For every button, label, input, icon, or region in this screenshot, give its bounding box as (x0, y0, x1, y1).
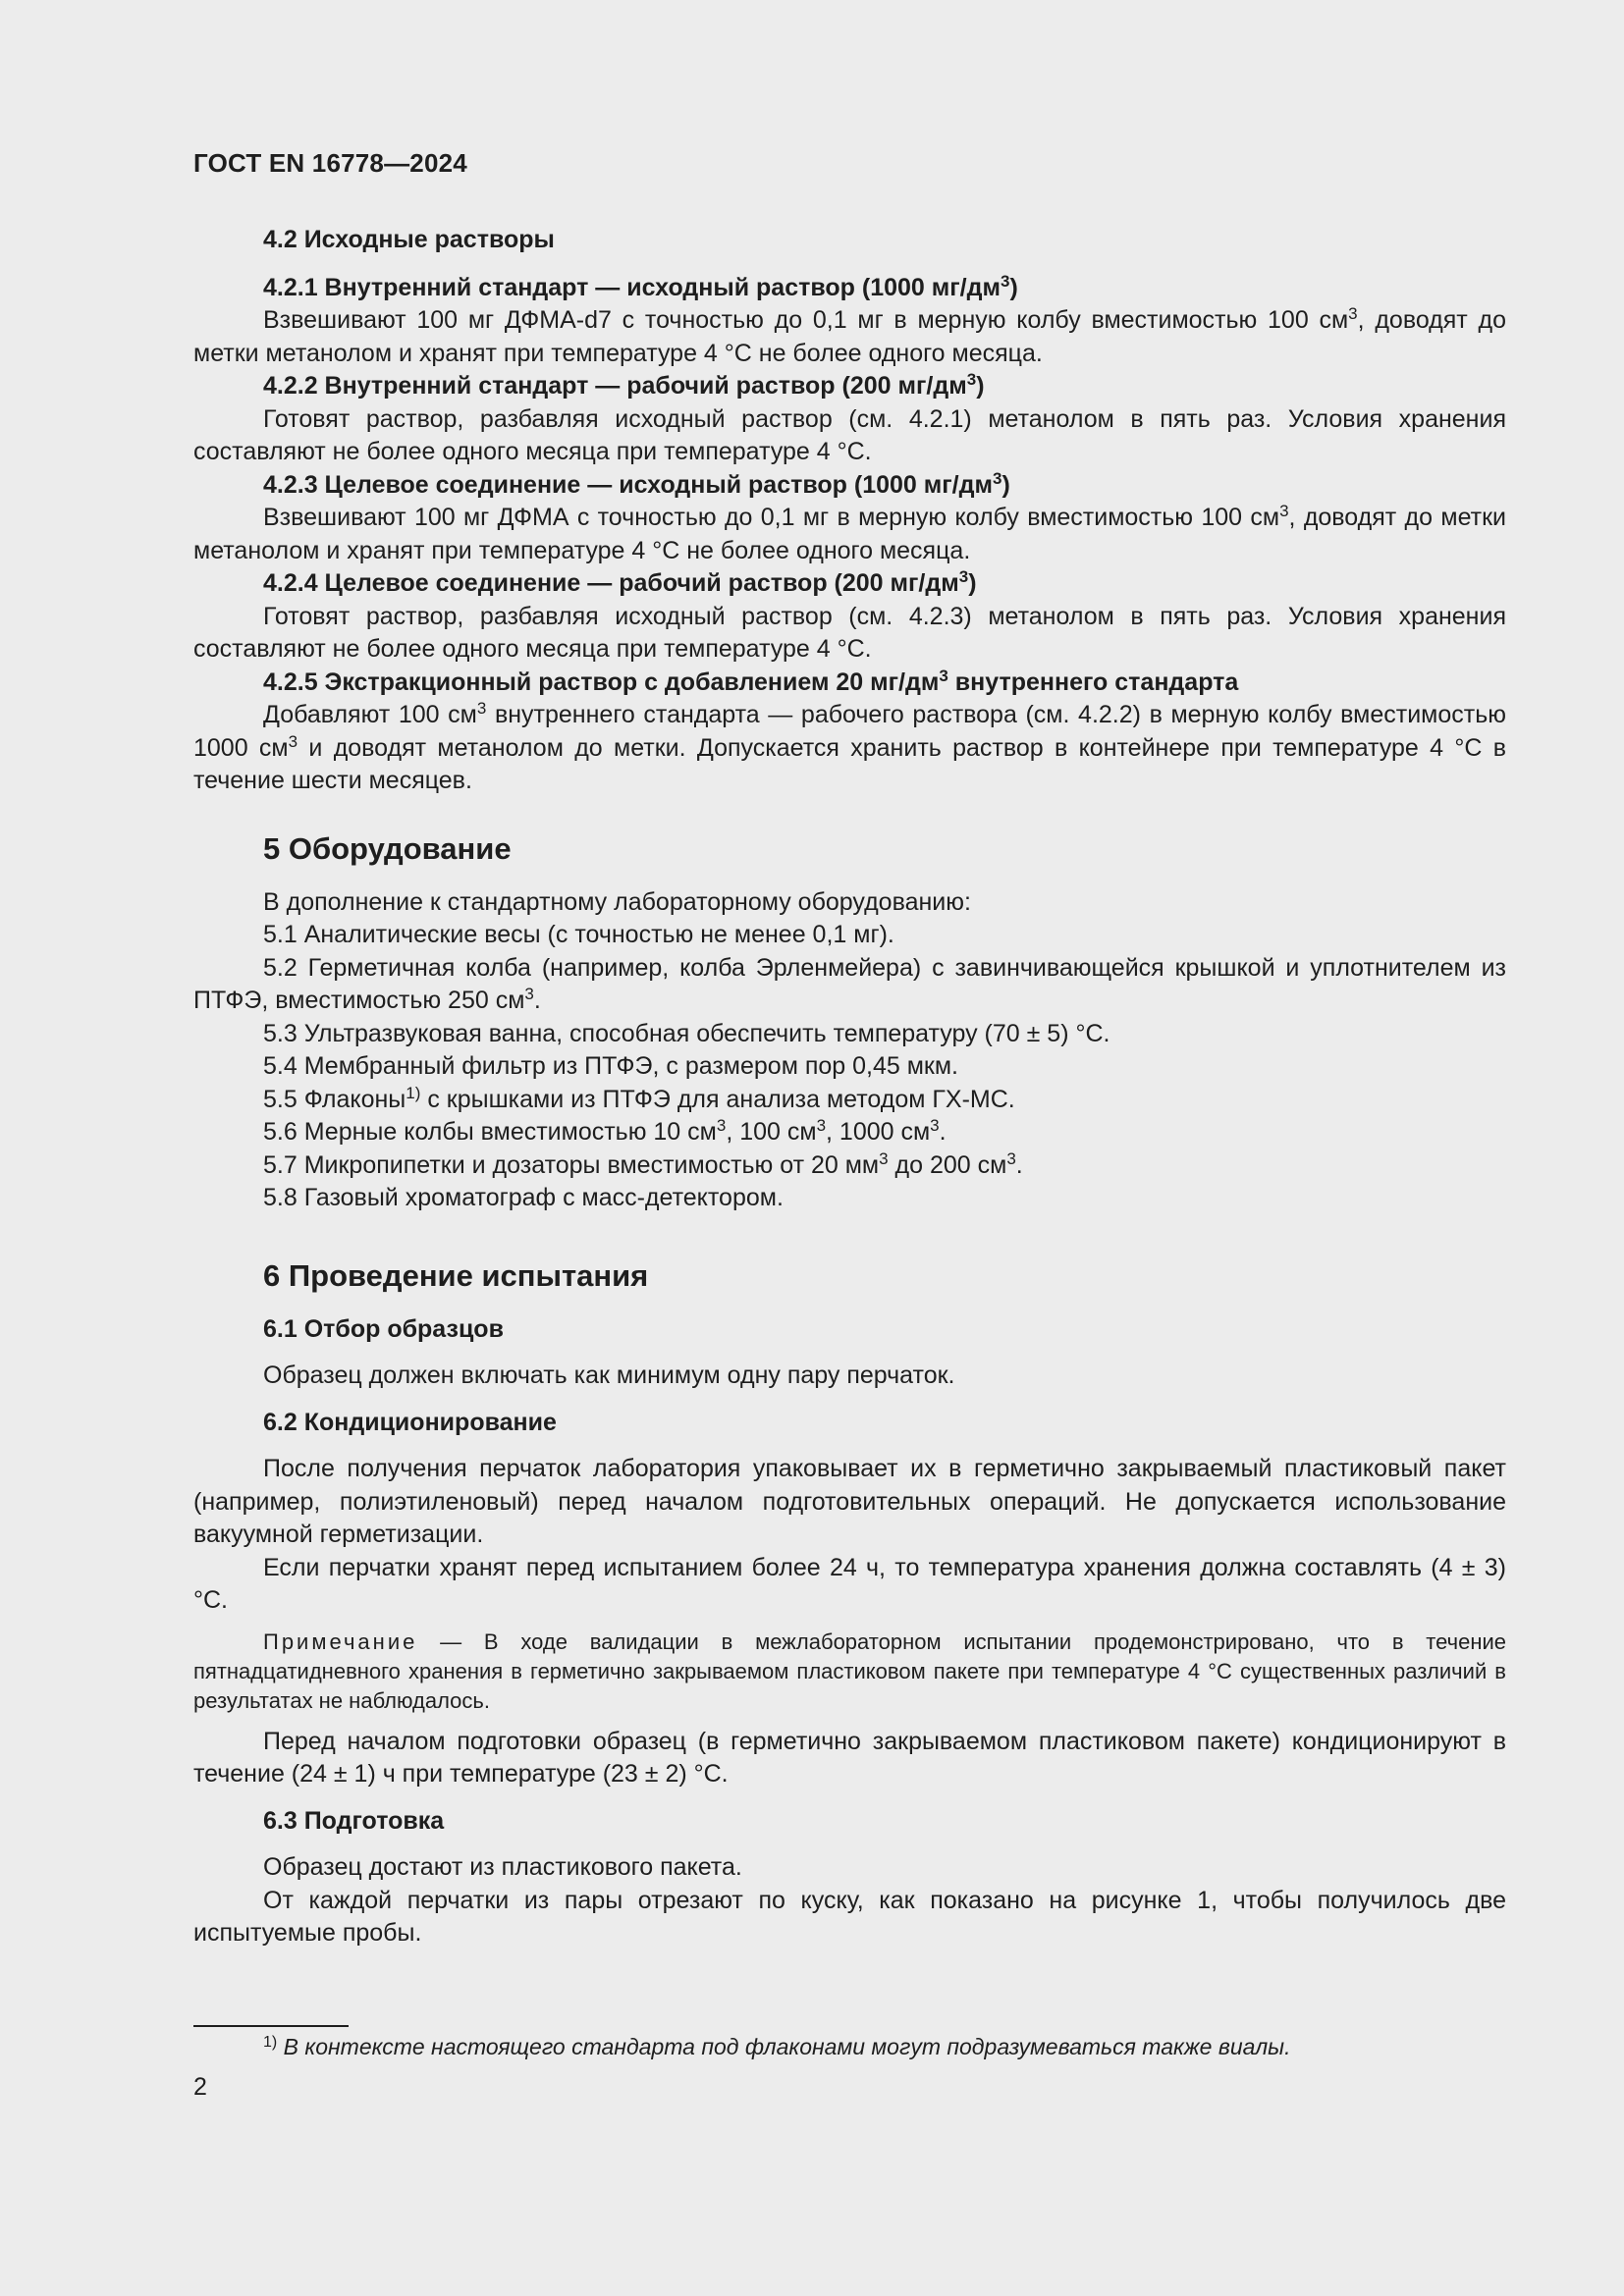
section-4-2-4-title: 4.2.4 Целевое соединение — рабочий раствор (200 $мг/дм^3$) (263, 567, 977, 597)
section-6-3-title: 6.3 Подготовка (263, 1806, 445, 1835)
section-6-2-para: Перед началом подготовки образец (в герметично закрываемом пластиковом пакете) кондиционируют в течение (24 ± 1) ч при температуре (23 ± 2) °С. (193, 1727, 1506, 1788)
equipment-list (193, 886, 1506, 1215)
section-6-2-title: 6.2 Кондиционирование (263, 1408, 557, 1436)
document-body (193, 224, 1506, 1950)
page-number: 2 (193, 2073, 207, 2101)
section-4-2-5-title: 4.2.5 Экстракционный раствор с добавлением 20 $мг/дм^3$ внутреннего стандарта (263, 666, 1239, 696)
note-text: — В ходе валидации в межлабораторном испытании продемонстрировано, что в течение пятнадцатидневного хранения в герметично закрываемом пластиковом пакете при температуре 4 °С существенных различий в результатах не наблюдалось. (193, 1629, 1506, 1713)
footnote (263, 2031, 1290, 2062)
equipment-item: 5.7 Микропипетки и дозаторы вместимостью от 20 $мм^3$ до 200 $см^3$. (263, 1148, 1023, 1179)
section-4-2-1-title: 4.2.1 Внутренний стандарт — исходный раствор (1000 $мг/дм^3$) (263, 271, 1018, 301)
section-6-2-para: Если перчатки хранят перед испытанием более 24 ч, то температура хранения должна составлять (4 ± 3) °С. (193, 1553, 1506, 1614)
equipment-item: 5.6 Мерные колбы вместимостью 10 $см^3$, 100 $см^3$, 1000 $см^3$. (263, 1116, 947, 1146)
equipment-item: 5.4 Мембранный фильтр из ПТФЭ, с размером пор 0,45 мкм. (263, 1052, 958, 1080)
section-5-title: 5 Оборудование (263, 830, 512, 866)
section-6-3-para: Образец достают из пластикового пакета. (263, 1853, 742, 1881)
section-6-3-para: От каждой перчатки из пары отрезают по куску, как показано на рисунке 1, чтобы получилось две испытуемые пробы. (193, 1886, 1506, 1947)
equipment-item: 5.1 Аналитические весы (с точностью не менее 0,1 мг). (263, 921, 894, 948)
footnote-text: В контексте настоящего стандарта под флаконами могут подразумеваться также виалы. (283, 2034, 1291, 2059)
section-4-2-2-title: 4.2.2 Внутренний стандарт — рабочий раствор (200 $мг/дм^3$) (263, 370, 985, 400)
section-6-1-text: Образец должен включать как минимум одну пару перчаток. (263, 1362, 955, 1389)
footnote-divider (193, 2025, 349, 2027)
equipment-item: 5.2 Герметичная колба (например, колба Эрленмейера) с завинчивающейся крышкой и уплотнителем из ПТФЭ, вместимостью 250 $см^3$. (193, 953, 1506, 1014)
section-4-2-2-text: Готовят раствор, разбавляя исходный раствор (см. 4.2.1) метанолом в пять раз. Условия хранения составляют не более одного месяца при температуре 4 °С. (193, 404, 1506, 465)
equipment-item: 5.5 Флаконы$^{1)}$ с крышками из ПТФЭ для анализа методом ГХ-МС. (263, 1083, 1015, 1113)
section-6-title: 6 Проведение испытания (263, 1257, 649, 1293)
equipment-intro: В дополнение к стандартному лабораторному оборудованию: (263, 887, 971, 916)
section-4-2-3-title: 4.2.3 Целевое соединение — исходный раствор (1000 $мг/дм^3$) (263, 468, 1010, 499)
section-4-2-3-text: Взвешивают 100 мг ДФМА с точностью до 0,1 мг в мерную колбу вместимостью 100 $см^3$, доводят до метки метанолом и хранят при температуре 4 °С не более одного месяца. (193, 502, 1506, 564)
note-label: Примечание (263, 1629, 418, 1654)
equipment-item: 5.8 Газовый хроматограф с масс-детектором. (263, 1184, 784, 1211)
equipment-item: 5.3 Ультразвуковая ванна, способная обеспечить температуру (70 ± 5) °С. (263, 1019, 1110, 1047)
note (193, 1628, 1506, 1716)
section-6-2-para: После получения перчаток лаборатория упаковывает их в герметично закрываемый пластиковый пакет (например, полиэтиленовый) перед началом подготовительных операций. Не допускается использование вакуумной герметизации. (193, 1455, 1506, 1548)
section-4-2-4-text: Готовят раствор, разбавляя исходный раствор (см. 4.2.3) метанолом в пять раз. Условия хранения составляют не более одного месяца при температуре 4 °С. (193, 602, 1506, 663)
section-4-2-5-text: Добавляют 100 $см^3$ внутреннего стандарта — рабочего раствора (см. 4.2.2) в мерную колбу вместимостью 1000 $см^3$ и доводят метанолом до метки. Допускается хранить раствор в контейнере при температуре 4 °С в течение шести месяцев. (193, 699, 1506, 794)
footnote-mark: 1) (263, 2034, 278, 2051)
section-4-2-title: 4.2 Исходные растворы (263, 226, 555, 253)
section-4-2-1-text: Взвешивают 100 мг ДФМА-d7 с точностью до 0,1 мг в мерную колбу вместимостью 100 $см^3$, доводят до метки метанолом и хранят при температуре 4 °С не более одного месяца. (193, 304, 1506, 367)
document-header: ГОСТ EN 16778—2024 (193, 148, 467, 178)
footnote-ref: 1) (406, 1083, 421, 1102)
section-6-1-title: 6.1 Отбор образцов (263, 1314, 504, 1343)
